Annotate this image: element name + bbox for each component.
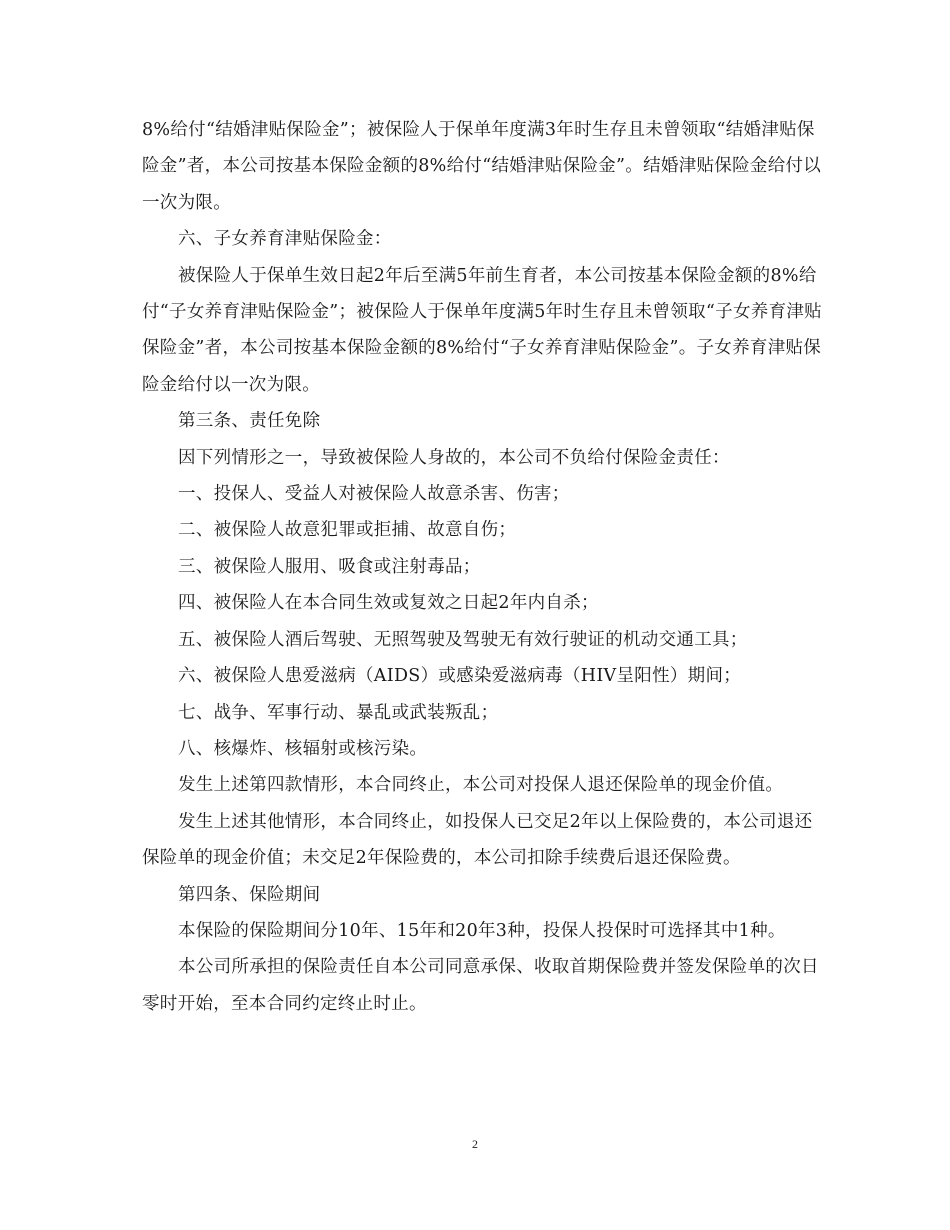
exclusion-item-8: 八、核爆炸、核辐射或核污染。 (178, 738, 428, 759)
exclusion-item-3: 三、被保险人服用、吸食或注射毒品； (178, 556, 481, 577)
paragraph-fourth-case-termination: 发生上述第四款情形，本合同终止，本公司对投保人退还保险单的现金价值。 (178, 775, 784, 796)
exclusion-item-1: 一、投保人、受益人对被保险人故意杀害、伤害； (178, 484, 570, 505)
paragraph-child-allowance: 被保险人于保单生效日起2年后至满5年前生育者，本公司按基本保险金额的8%给付“子女养育津贴保险金”；被保险人于保单年度满5年时生存且未曾领取“子女养育津贴保险金”者，本公司按基本保险金额的8%给付“子女养育津贴保险金”。子女养育津贴保险金给付以一次为限。 (142, 265, 822, 395)
heading-article-3: 第三条、责任免除 (178, 411, 321, 432)
exclusion-item-5: 五、被保险人酒后驾驶、无照驾驶及驾驶无有效行驶证的机动交通工具； (178, 629, 748, 650)
heading-article-4: 第四条、保险期间 (178, 884, 321, 905)
paragraph-other-cases-termination: 发生上述其他情形，本合同终止，如投保人已交足2年以上保险费的，本公司退还保险单的现金价值；未交足2年保险费的，本公司扣除手续费后退还保险费。 (142, 811, 813, 869)
exclusion-item-2: 二、被保险人故意犯罪或拒捕、故意自伤； (178, 520, 517, 541)
exclusion-item-4: 四、被保险人在本合同生效或复效之日起2年内自杀； (178, 593, 599, 614)
document-body (142, 112, 822, 1022)
heading-child-allowance: 六、子女养育津贴保险金： (178, 229, 392, 250)
exclusion-item-6: 六、被保险人患爱滋病（AIDS）或感染爱滋病毒（HIV呈阳性）期间； (178, 666, 742, 687)
paragraph-insurance-period: 本保险的保险期间分10年、15年和20年3种，投保人投保时可选择其中1种。 (178, 920, 786, 941)
exclusion-item-7: 七、战争、军事行动、暴乱或武装叛乱； (178, 702, 499, 723)
paragraph-exclusions-intro: 因下列情形之一，导致被保险人身故的，本公司不负给付保险金责任： (178, 447, 730, 468)
paragraph-marriage-allowance-cont: 8%给付“结婚津贴保险金”；被保险人于保单年度满3年时生存且未曾领取“结婚津贴保险金”者，本公司按基本保险金额的8%给付“结婚津贴保险金”。结婚津贴保险金给付以一次为限。 (142, 120, 822, 213)
paragraph-liability-start: 本公司所承担的保险责任自本公司同意承保、收取首期保险费并签发保险单的次日零时开始，至本合同约定终止时止。 (142, 957, 819, 1014)
page-number: 2 (472, 1137, 478, 1151)
